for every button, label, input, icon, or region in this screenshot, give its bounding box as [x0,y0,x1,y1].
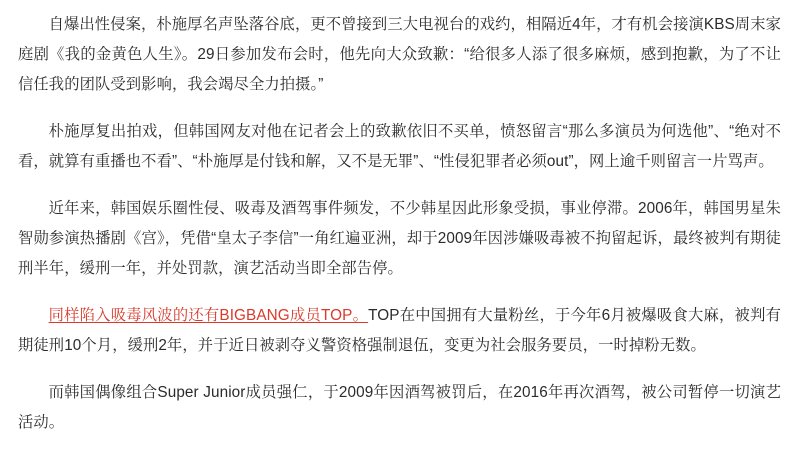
paragraph-1: 自爆出性侵案，朴施厚名声坠落谷底，更不曾接到三大电视台的戏约，相隔近4年，才有机会接演KBS周末家庭剧《我的金黄色人生》。29日参加发布会时，他先向大众致歉：“给很多人添了很多麻烦，感到抱歉，为了不让信任我的团队受到影响，我会竭尽全力拍摄。” [18,16,781,93]
paragraph-4 [18,301,781,361]
paragraph-2: 朴施厚复出拍戏，但韩国网友对他在记者会上的致歉依旧不买单，愤怒留言“那么多演员为何选他”、“绝对不看，就算有重播也不看”、“朴施厚是付钱和解，又不是无罪”、“性侵犯罪者必须out”，网上逾千则留言一片骂声。 [18,123,781,170]
paragraph-5: 而韩国偶像组合Super Junior成员强仁，于2009年因酒驾被罚后，在2016年再次酒驾，被公司暂停一切演艺活动。 [18,384,781,431]
paragraph-4-text: TOP在中国拥有大量粉丝，于今年6月被爆吸食大麻，被判有期徒刑10个月，缓刑2年，并于近日被剥夺义警资格强制退伍，变更为社会服务要员，一时掉粉无数。 [18,307,781,354]
inline-link-top[interactable]: 同样陷入吸毒风波的还有BIGBANG成员TOP。 [48,307,369,324]
paragraph-3: 近年来，韩国娱乐圈性侵、吸毒及酒驾事件频发，不少韩星因此形象受损，事业停滞。2006年，韩国男星朱智勋参演热播剧《宫》，凭借“皇太子李信”一角红遍亚洲，却于2009年因涉嫌吸毒被不拘留起诉，最终被判有期徒刑半年，缓刑一年，并处罚款，演艺活动当即全部告停。 [18,200,781,277]
